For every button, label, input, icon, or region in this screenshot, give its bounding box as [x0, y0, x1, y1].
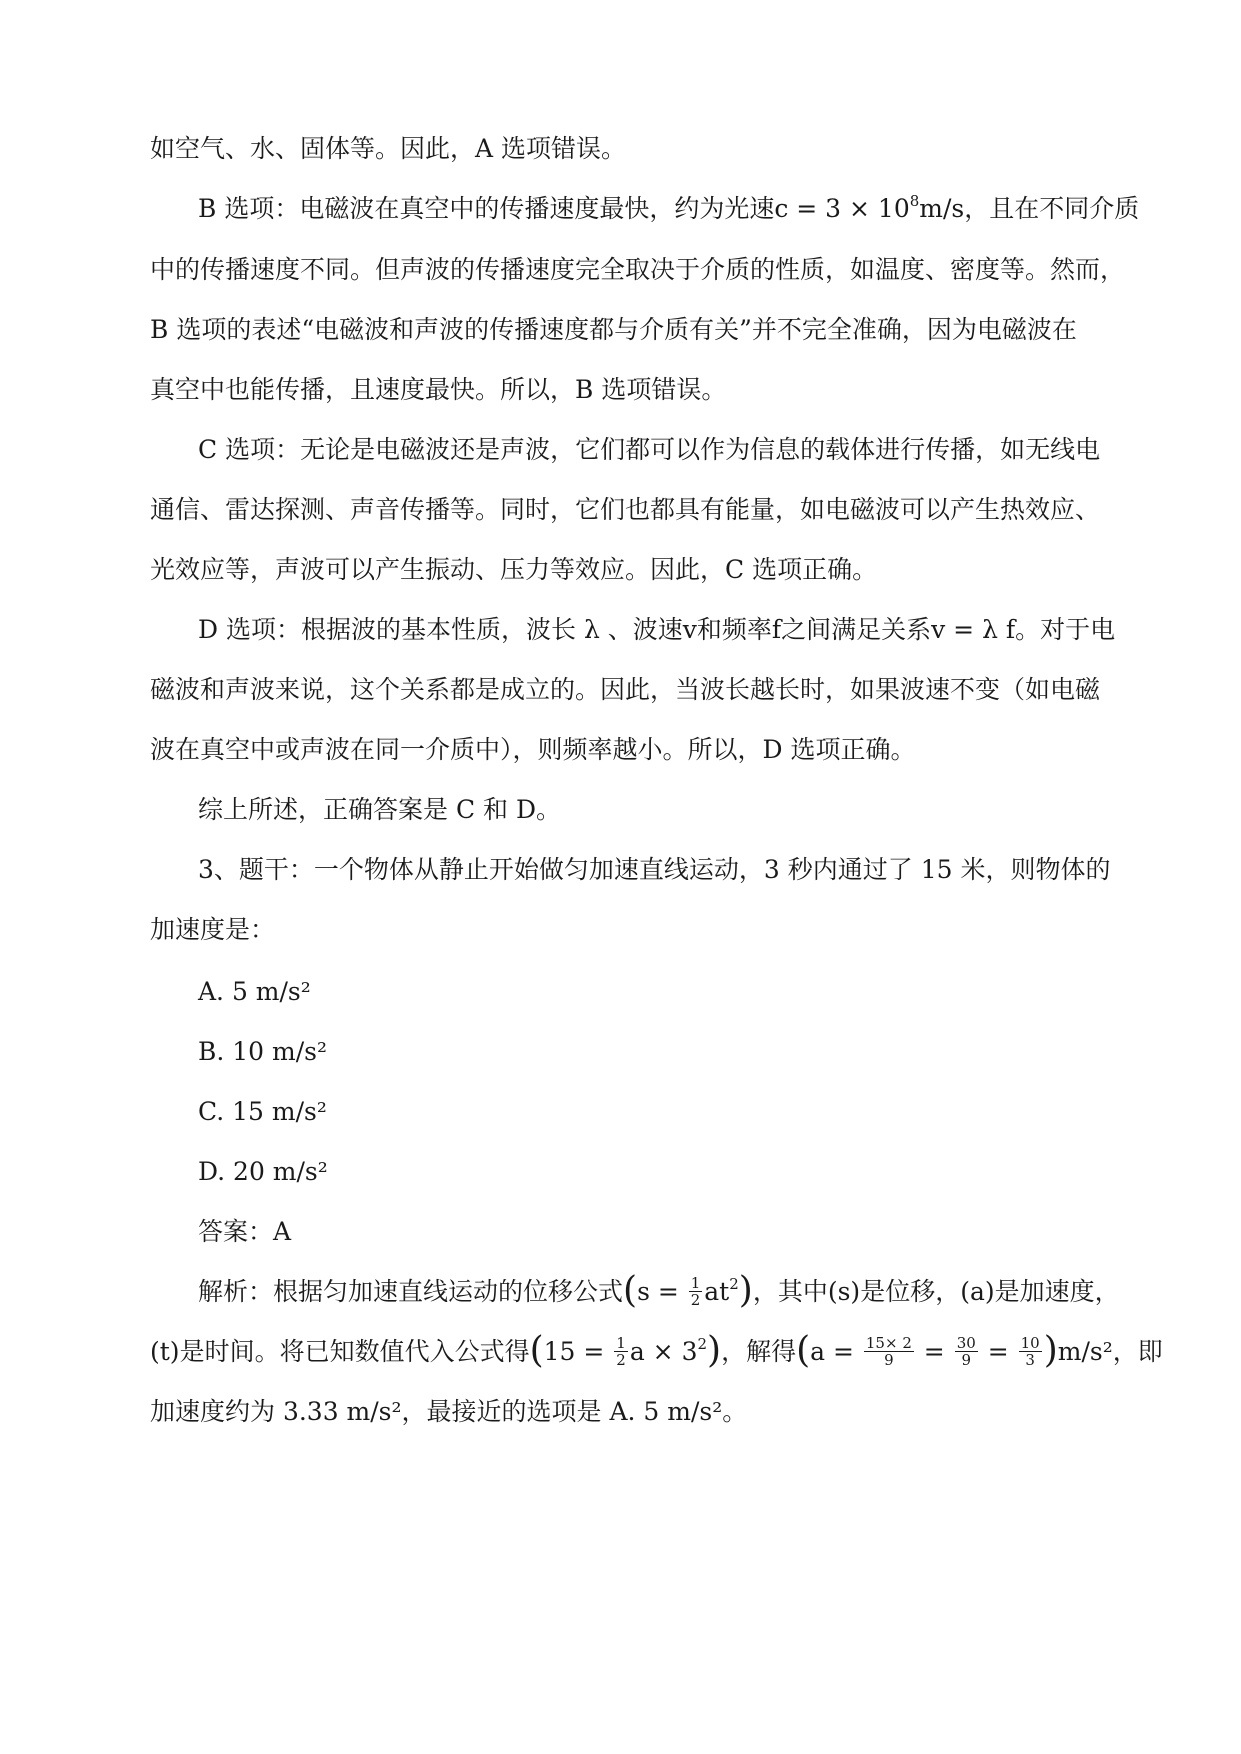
analysis-line: [198, 1270, 1120, 1311]
exponent: 8: [909, 191, 920, 210]
denominator: 2: [690, 1291, 701, 1309]
right-paren: ): [1043, 1330, 1058, 1371]
text: C 选项：无论是电磁波还是声波，它们都可以作为信息的载体进行传播，如无线电: [198, 435, 1101, 464]
text-line: [198, 613, 1115, 647]
text: 3、题干：一个物体从静止开始做匀加速直线运动，3 秒内通过了 15 米，则物体的: [198, 855, 1111, 884]
left-paren: (: [623, 1270, 638, 1311]
text: m/s，且在不同介质: [919, 194, 1140, 223]
text: 加速度约为 3.33 m/s²，最接近的选项是 A. 5 m/s²。: [150, 1397, 748, 1426]
fraction: [1019, 1335, 1042, 1368]
option-a: [198, 975, 311, 1009]
numerator: 30: [956, 1334, 976, 1352]
formula-text: a =: [810, 1337, 862, 1366]
analysis-line: [150, 1330, 1163, 1371]
right-paren: ): [707, 1330, 722, 1371]
formula-text: (a): [960, 1277, 995, 1306]
text: 是加速度，: [994, 1277, 1120, 1306]
right-paren: ): [738, 1270, 753, 1311]
exponent: 2: [729, 1274, 739, 1293]
option-c: [198, 1095, 327, 1129]
fraction: [614, 1335, 628, 1368]
left-paren: (: [529, 1330, 544, 1371]
denominator: 2: [616, 1351, 626, 1369]
text-line: [150, 132, 626, 166]
text: 如空气、水、固体等。因此，A 选项错误。: [150, 134, 627, 163]
text-line: [198, 433, 1100, 467]
text-line: [198, 192, 1139, 226]
formula-text: 15 =: [543, 1337, 613, 1366]
formula-text: c = 3 × 10: [774, 194, 910, 223]
text: 波在真空中或声波在同一介质中），则频率越小。所以，D 选项正确。: [150, 735, 916, 764]
option-text: D. 20 m/s²: [198, 1157, 328, 1186]
text: D 选项：根据波的基本性质，波长 λ 、波速v和频率f之间满足关系v = λ f。对于电: [198, 615, 1116, 644]
text-line: [150, 313, 1077, 347]
text: 真空中也能传播，且速度最快。所以，B 选项错误。: [150, 375, 727, 404]
numerator: 1: [690, 1274, 701, 1292]
formula-text: (s): [827, 1277, 861, 1306]
text: B 选项的表述“电磁波和声波的传播速度都与介质有关”并不完全准确，因为电磁波在: [150, 315, 1077, 344]
equals-sign: =: [979, 1337, 1017, 1366]
numerator: 10: [1020, 1334, 1040, 1352]
answer-line: [198, 1215, 291, 1249]
denominator: 9: [961, 1351, 972, 1369]
text-line: [198, 793, 561, 827]
text: 光效应等，声波可以产生振动、压力等效应。因此，C 选项正确。: [150, 555, 878, 584]
option-text: A. 5 m/s²: [198, 977, 311, 1006]
question-line: [198, 853, 1110, 887]
fraction: [955, 1335, 978, 1368]
denominator: 9: [884, 1351, 894, 1369]
analysis-line: [150, 1395, 747, 1429]
text: 综上所述，正确答案是 C 和 D。: [198, 795, 562, 824]
text: ，解得: [721, 1337, 797, 1366]
text: ，其中: [752, 1277, 828, 1306]
text: 是位移，: [860, 1277, 961, 1306]
option-d: [198, 1155, 328, 1189]
text: B 选项：电磁波在真空中的传播速度最快，约为光速: [198, 194, 775, 223]
text-line: [150, 733, 916, 767]
text-line: [150, 913, 275, 947]
text: m/s²，即: [1057, 1337, 1163, 1366]
exponent: 2: [697, 1334, 708, 1353]
text-line: [150, 673, 1100, 707]
numerator: 1: [616, 1334, 626, 1352]
option-text: C. 15 m/s²: [198, 1097, 327, 1126]
text: 是时间。将已知数值代入公式得: [179, 1337, 530, 1366]
formula-text: a × 3: [629, 1337, 698, 1366]
fraction: [689, 1275, 703, 1308]
denominator: 3: [1025, 1351, 1035, 1369]
formula-text: at: [704, 1277, 730, 1306]
fraction: [864, 1335, 914, 1368]
left-paren: (: [796, 1330, 811, 1371]
text-line: [150, 253, 1125, 287]
text: 加速度是：: [150, 915, 276, 944]
text-line: [150, 373, 726, 407]
formula: [774, 191, 920, 223]
text-line: [150, 493, 1100, 527]
equals-sign: =: [915, 1337, 953, 1366]
option-b: [198, 1035, 327, 1069]
text: 中的传播速度不同。但声波的传播速度完全取决于介质的性质，如温度、密度等。然而，: [150, 255, 1126, 284]
text-line: [150, 553, 877, 587]
formula-text: (t): [150, 1337, 180, 1366]
option-text: B. 10 m/s²: [198, 1037, 328, 1066]
text: 解析：根据匀加速直线运动的位移公式: [198, 1277, 624, 1306]
numerator: 15× 2: [865, 1334, 912, 1352]
answer-text: 答案：A: [198, 1217, 292, 1246]
text: 磁波和声波来说，这个关系都是成立的。因此，当波长越长时，如果波速不变（如电磁: [150, 675, 1101, 704]
text: 通信、雷达探测、声音传播等。同时，它们也都具有能量，如电磁波可以产生热效应、: [150, 495, 1101, 524]
formula-text: s =: [637, 1277, 687, 1306]
